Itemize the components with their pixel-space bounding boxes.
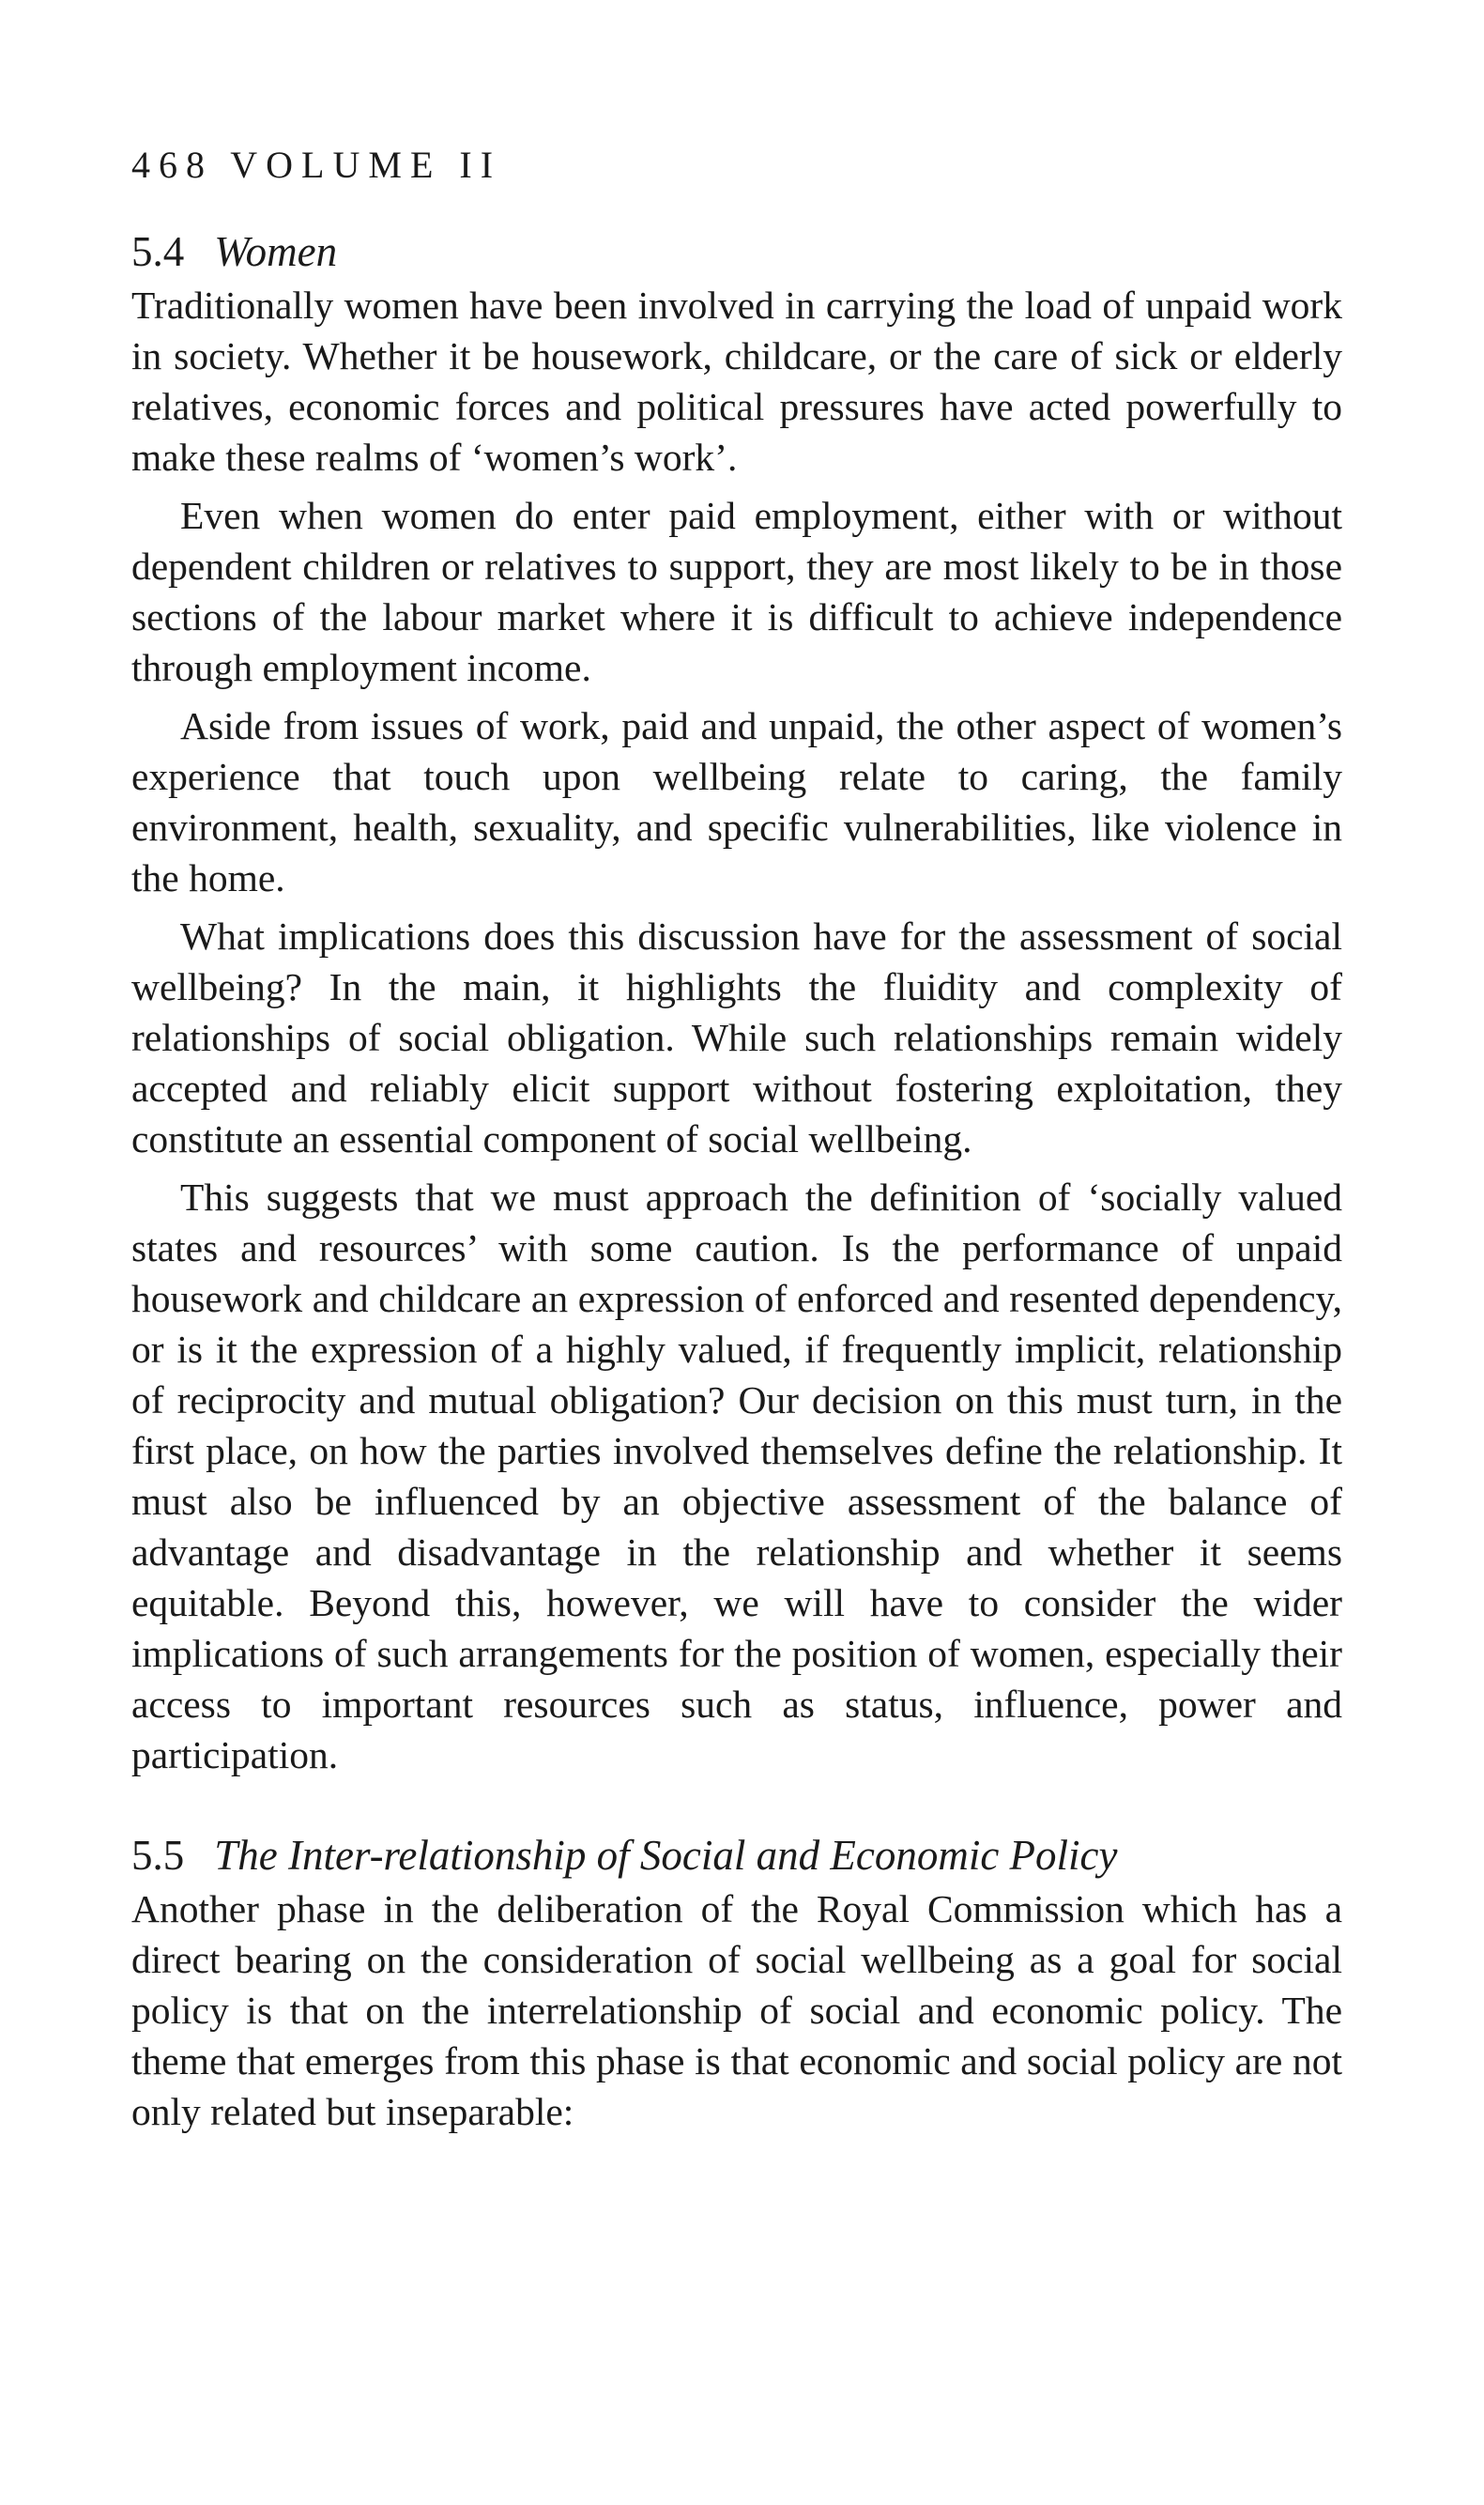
paragraph: Traditionally women have been involved in carrying the load of unpaid work in society. Whether it be housework, childcare, or the care of sick or elderly relatives, economic forces and political pressures have acted powerfully to make these realms of ‘women’s work’. [131, 284, 1342, 479]
section-heading-policy [131, 1829, 1342, 1882]
paragraph: Aside from issues of work, paid and unpaid, the other aspect of women’s experience that touch upon wellbeing relate to caring, the family environment, health, sexuality, and specific vulnerabilities, like violence in the home. [131, 704, 1342, 899]
document-page [131, 141, 1342, 2144]
section-heading-women [131, 225, 1342, 278]
paragraph: This suggests that we must approach the definition of ‘socially valued states and resources’ with some caution. Is the performance of unpaid housework and childcare an expression of enforced and resented dependency, or is it the expression of a highly valued, if frequently implicit, relationship of reciprocity and mutual obligation? Our decision on this must turn, in the first place, on how the parties involved themselves define the relationship. It must also be influenced by an objective assessment of the balance of advantage and disadvantage in the relationship and whether it seems equitable. Beyond this, however, we will have to consider the wider implications of such arrangements for the position of women, especially their access to important resources such as status, influence, power and participation. [131, 1176, 1342, 1776]
page-number: 468 [131, 144, 213, 186]
paragraph: What implications does this discussion have for the assessment of social wellbeing? In the main, it highlights the fluidity and complexity of relationships of social obligation. While such relationships remain widely accepted and reliably elicit support without fostering exploitation, they constitute an essential component of social wellbeing. [131, 914, 1342, 1160]
volume-label: VOLUME II [230, 144, 502, 186]
paragraph: Another phase in the deliberation of the Royal Commission which has a direct bearing on the consideration of social wellbeing as a goal for social policy is that on the interrelationship of social and economic policy. The theme that emerges from this phase is that economic and social policy are not only related but inseparable: [131, 1887, 1342, 2133]
section-title: Women [214, 228, 338, 275]
paragraph: Even when women do enter paid employment, either with or without dependent children or relatives to support, they are most likely to be in those sections of the labour market where it is difficult to achieve independence through employment income. [131, 494, 1342, 689]
section-spacer [131, 1788, 1342, 1829]
section-number: 5.5 [131, 1832, 185, 1879]
running-head [131, 141, 1342, 190]
section-number: 5.4 [131, 228, 185, 275]
section-title: The Inter-relationship of Social and Economic Policy [214, 1832, 1118, 1879]
